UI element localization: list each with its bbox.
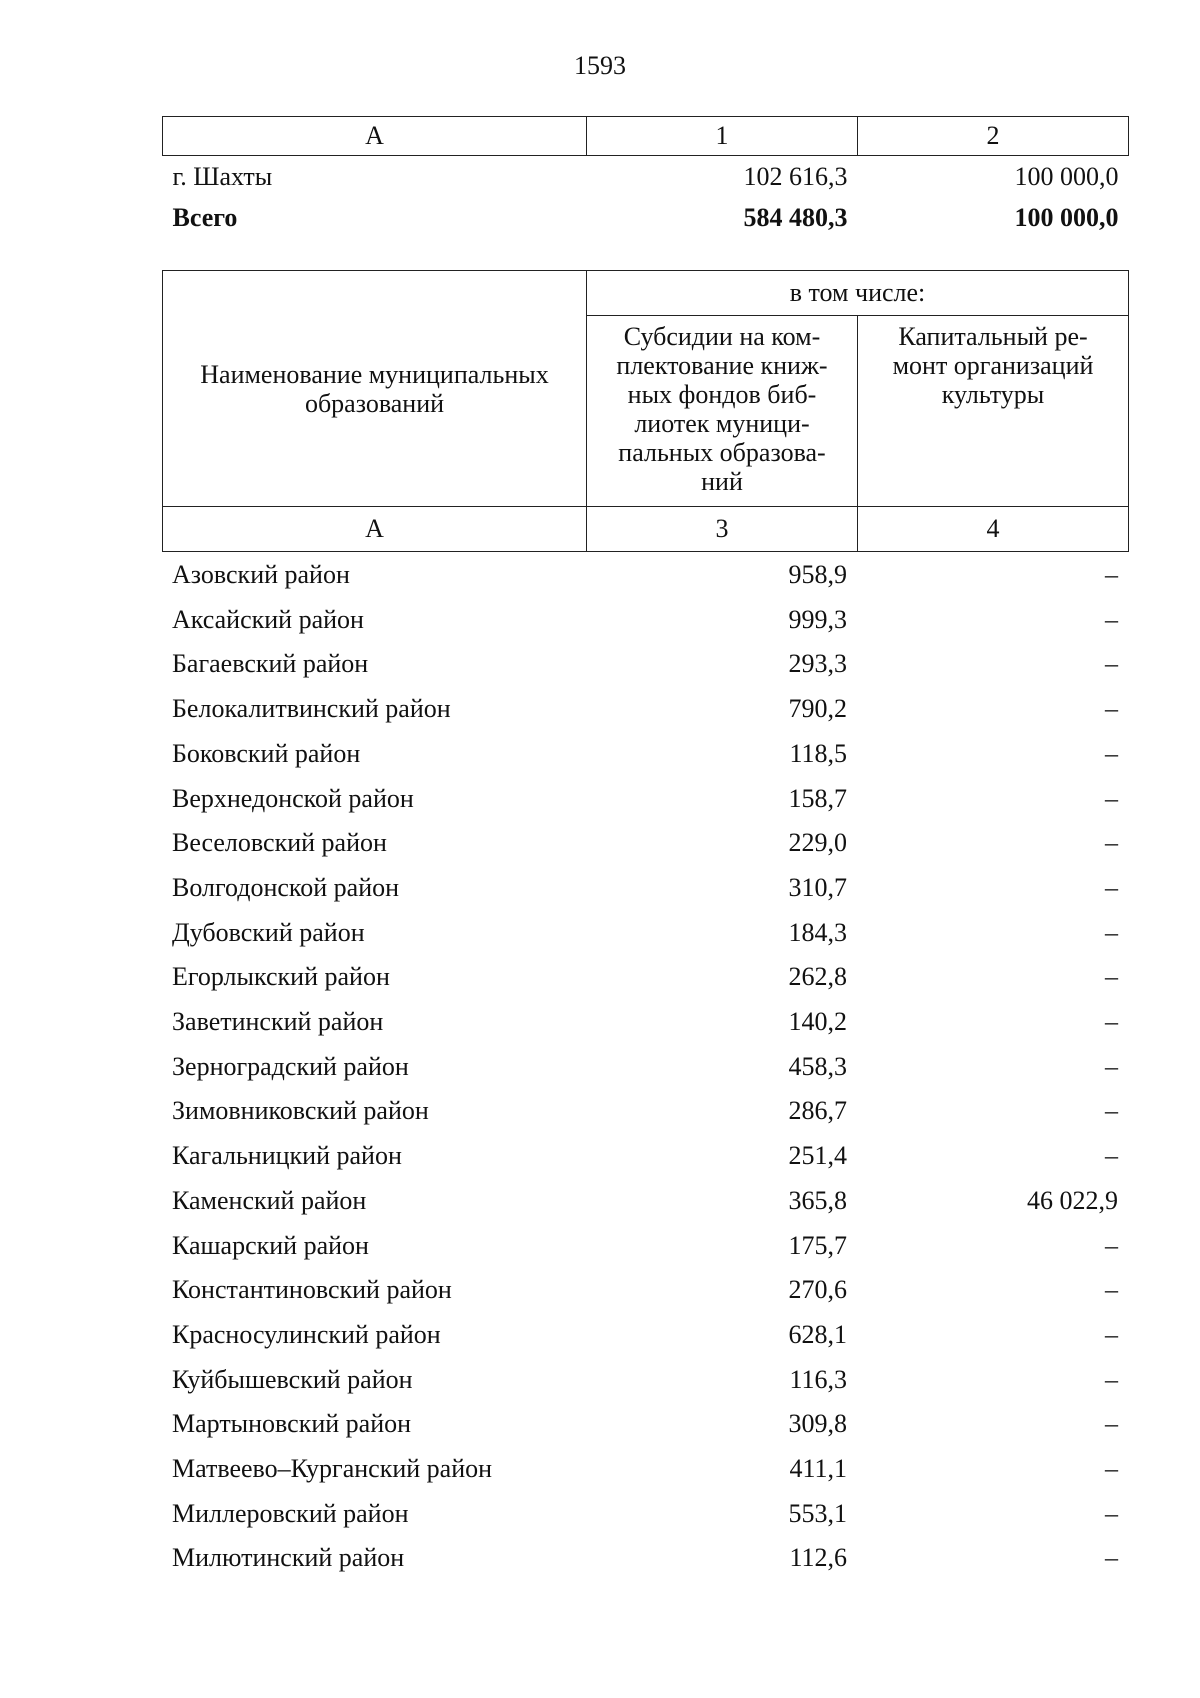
continuation-table (162, 116, 1129, 238)
district-name: Верхнедонской район (172, 783, 414, 813)
header-line: образований (304, 388, 445, 418)
library-subsidy-value: 958,9 (788, 560, 847, 589)
table-row (162, 1358, 1128, 1403)
capital-repair-value: – (1105, 738, 1118, 768)
table-row (162, 1536, 1128, 1581)
capital-repair-value: – (1105, 872, 1118, 902)
library-subsidy-value: 112,6 (789, 1543, 847, 1573)
table-row (162, 866, 1128, 911)
district-name: Багаевский район (172, 649, 369, 679)
library-subsidy-value: 293,3 (788, 649, 847, 679)
table-row (162, 642, 1128, 687)
column-index-a: А (163, 507, 587, 552)
library-subsidy-value: 411,1 (789, 1454, 847, 1484)
district-name: Мартыновский район (172, 1409, 412, 1439)
district-name: Константиновский район (172, 1275, 452, 1305)
table-row (162, 955, 1128, 1000)
capital-repair-value: 46 022,9 (1027, 1185, 1118, 1215)
column-index-4: 4 (858, 507, 1129, 552)
district-name: Матвеево–Курганский район (172, 1454, 493, 1484)
total-value-2: 100 000,0 (1014, 203, 1119, 232)
header-line: Субсидии на ком- (623, 322, 821, 351)
header-line: монт организаций (892, 351, 1094, 380)
capital-repair-value: – (1105, 828, 1118, 858)
header-line: ных фондов биб- (627, 380, 817, 409)
table-row (162, 1492, 1128, 1537)
row-value-1: 102 616,3 (743, 162, 848, 191)
library-subsidy-value: 309,8 (788, 1409, 847, 1439)
district-name: Боковский район (172, 738, 361, 768)
library-subsidy-value: 262,8 (788, 962, 847, 992)
library-subsidy-value: 553,1 (788, 1498, 847, 1528)
capital-repair-value: – (1105, 1051, 1118, 1081)
main-table-header (162, 270, 1129, 552)
capital-repair-value: – (1105, 1096, 1118, 1126)
district-name: Кашарский район (172, 1230, 369, 1260)
header-line: культуры (941, 380, 1045, 409)
capital-repair-value: – (1105, 1543, 1118, 1573)
page-number: 1593 (574, 51, 626, 80)
header-municipality-name (163, 271, 587, 507)
capital-repair-value: – (1105, 604, 1118, 634)
library-subsidy-value: 286,7 (788, 1096, 847, 1126)
table-row (162, 1179, 1128, 1224)
capital-repair-value: – (1105, 1275, 1118, 1305)
header-line: Капитальный ре- (898, 322, 1088, 351)
district-name: Зерноградский район (172, 1051, 409, 1081)
capital-repair-value: – (1105, 917, 1118, 947)
column-index-3: 3 (587, 507, 858, 552)
header-subsidies (587, 316, 858, 507)
header-capital-repair (858, 316, 1129, 507)
table-row (162, 553, 1128, 598)
table-row (162, 777, 1128, 822)
district-table (162, 553, 1128, 1581)
column-index-a: А (163, 117, 587, 156)
capital-repair-value: – (1105, 1007, 1118, 1037)
table-row (163, 156, 1129, 198)
table-row (162, 821, 1128, 866)
header-line: Наименование муниципальных (200, 359, 549, 389)
library-subsidy-value: 116,3 (789, 1364, 847, 1394)
district-name: Миллеровский район (172, 1498, 409, 1528)
row-value-2: 100 000,0 (1014, 162, 1119, 191)
district-name: Белокалитвинский район (172, 694, 451, 724)
capital-repair-value: – (1105, 783, 1118, 813)
table-row (162, 1268, 1128, 1313)
table-row (162, 1000, 1128, 1045)
header-line: ний (701, 467, 743, 496)
total-label: Всего (172, 203, 238, 232)
capital-repair-value: – (1105, 649, 1118, 679)
district-name: Аксайский район (172, 604, 364, 634)
library-subsidy-value: 118,5 (789, 738, 847, 768)
district-name: Егорлыкский район (172, 962, 390, 992)
table-row (162, 1134, 1128, 1179)
library-subsidy-value: 999,3 (788, 604, 847, 634)
library-subsidy-value: 365,8 (788, 1185, 847, 1215)
capital-repair-value: – (1105, 1364, 1118, 1394)
table-row (162, 911, 1128, 956)
library-subsidy-value: 184,3 (788, 917, 847, 947)
table-row (162, 1402, 1128, 1447)
total-value-1: 584 480,3 (743, 203, 848, 232)
header-line: пальных образова- (618, 438, 826, 467)
header-including: в том числе: (587, 271, 1129, 316)
column-index-1: 1 (587, 117, 858, 156)
district-name: Азовский район (172, 560, 350, 589)
table-row (162, 1045, 1128, 1090)
column-index-2: 2 (858, 117, 1129, 156)
table-row (162, 1089, 1128, 1134)
table-row (162, 687, 1128, 732)
district-name: Зимовниковский район (172, 1096, 429, 1126)
district-name: Куйбышевский район (172, 1364, 413, 1394)
capital-repair-value: – (1105, 1409, 1118, 1439)
capital-repair-value: – (1105, 1498, 1118, 1528)
capital-repair-value: – (1105, 1319, 1118, 1349)
district-name: Каменский район (172, 1185, 367, 1215)
capital-repair-value: – (1105, 694, 1118, 724)
total-row (163, 197, 1129, 238)
capital-repair-value: – (1105, 1454, 1118, 1484)
table-row (162, 1313, 1128, 1358)
library-subsidy-value: 140,2 (788, 1007, 847, 1037)
capital-repair-value: – (1105, 962, 1118, 992)
column-index-row (163, 507, 1129, 552)
library-subsidy-value: 251,4 (788, 1141, 847, 1171)
table-row (162, 598, 1128, 643)
capital-repair-value: – (1105, 1230, 1118, 1260)
district-name: Красносулинский район (172, 1319, 441, 1349)
library-subsidy-value: 310,7 (788, 872, 847, 902)
district-name: Веселовский район (172, 828, 387, 858)
header-line: лиотек муници- (634, 409, 810, 438)
district-name: Дубовский район (172, 917, 365, 947)
capital-repair-value: – (1105, 1141, 1118, 1171)
table-row (162, 1224, 1128, 1269)
header-line: плектование книж- (616, 351, 828, 380)
district-name: Волгодонской район (172, 872, 400, 902)
library-subsidy-value: 158,7 (788, 783, 847, 813)
library-subsidy-value: 229,0 (788, 828, 847, 858)
table-row (162, 732, 1128, 777)
table-row (162, 1447, 1128, 1492)
capital-repair-value: – (1105, 560, 1118, 589)
library-subsidy-value: 270,6 (788, 1275, 847, 1305)
library-subsidy-value: 175,7 (788, 1230, 847, 1260)
library-subsidy-value: 790,2 (788, 694, 847, 724)
column-index-row (163, 117, 1129, 156)
library-subsidy-value: 628,1 (788, 1319, 847, 1349)
library-subsidy-value: 458,3 (788, 1051, 847, 1081)
district-name: Заветинский район (172, 1007, 384, 1037)
district-name: Милютинский район (172, 1543, 405, 1573)
row-name: г. Шахты (172, 162, 273, 191)
district-name: Кагальницкий район (172, 1141, 402, 1171)
